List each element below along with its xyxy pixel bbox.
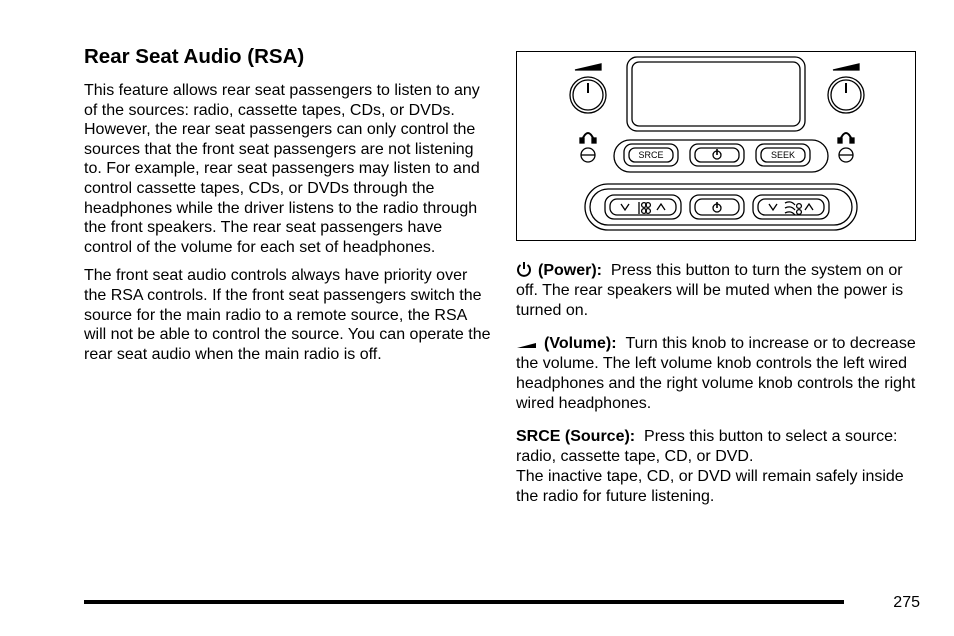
definition-volume-body: Turn this knob to increase or to decrease the volume. The left volume knob controls the left wired headphones and the right volume knob controls the right wired headphones. [516, 335, 916, 412]
rsa-control-panel-illustration [516, 51, 916, 241]
source-button-label: SRCE [638, 150, 664, 160]
volume-icon-right [833, 64, 859, 70]
fan-icon [639, 202, 650, 214]
definition-power-term: (Power): [538, 262, 602, 279]
definition-power-body: Press this button to turn the system on or off. The rear speakers will be muted when the power is turned on. [516, 262, 904, 319]
display-screen [627, 57, 805, 131]
left-column [84, 44, 492, 373]
page-number: 275 [893, 594, 920, 611]
paragraph-priority: The front seat audio controls always have priority over the RSA controls. If the front seat passengers switch the source for the main radio to a remote source, the RSA will not be able to control the source. You can operate the rear seat audio when the main radio is off. [84, 267, 491, 363]
definition-source-body-2: The inactive tape, CD, or DVD will remain safely inside the radio for future listening. [516, 468, 904, 505]
section-title: Rear Seat Audio (RSA) [84, 45, 305, 68]
fan-icon-right [785, 202, 801, 215]
power-icon [713, 149, 721, 159]
rsa-panel-drawing [517, 52, 917, 242]
definition-power [516, 261, 926, 321]
volume-icon [575, 64, 601, 70]
power-icon-bottom [713, 202, 721, 212]
paragraph-intro: This feature allows rear seat passengers to listen to any of the sources: radio, cassette tapes, CDs, or DVDs. However, the rear seat passengers can only control the sources that the front seat passengers are not listening to. For example, rear seat passengers may listen to and control cassette tapes, CDs, or DVDs through the headphones while the driver listens to the radio through the front speakers. The rear seat passengers have control of the volume for each set of headphones. [84, 82, 480, 256]
footer-rule [84, 600, 844, 604]
definition-volume [516, 334, 926, 414]
jack-icon [581, 148, 595, 162]
definition-volume-term: (Volume): [544, 335, 617, 352]
seek-button-label: SEEK [770, 150, 796, 160]
knob-icon [570, 77, 606, 113]
jack-icon-right [839, 148, 853, 162]
power-icon [516, 261, 532, 278]
knob-icon-right [828, 77, 864, 113]
definition-source-term: SRCE (Source): [516, 428, 636, 445]
definition-source [516, 427, 926, 507]
right-column [516, 51, 926, 520]
definition-source-body: Press this button to select a source: radio, cassette tape, CD, or DVD. [516, 428, 898, 465]
volume-icon [516, 341, 538, 351]
